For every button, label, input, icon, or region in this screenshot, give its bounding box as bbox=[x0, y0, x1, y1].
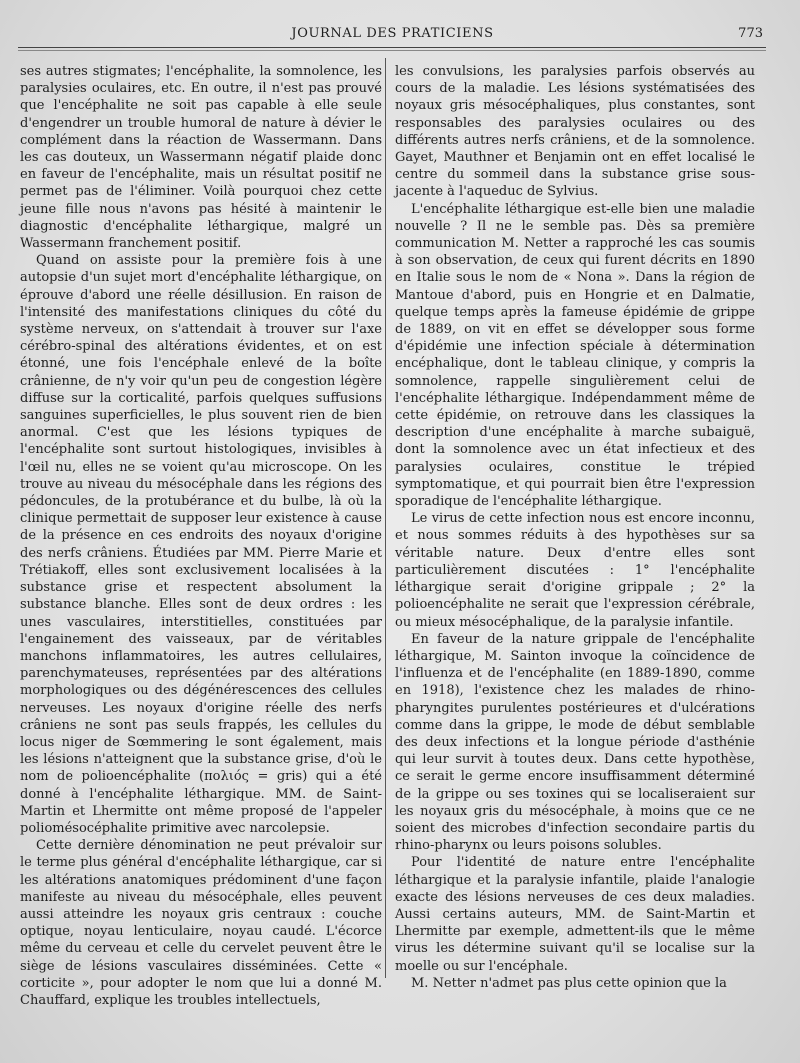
paragraph: L'encéphalite léthargique est-elle bien une maladie nouvelle ? Il ne le semble pas. Dès sa première communication M. Netter a rapproché les cas soumis à son observation, de ceux qui furent décrits en 1890 en Italie sous le nom de « Nona ». Dans la région de Mantoue d'abord, puis en Hongrie et en Dalmatie, quelque temps après la fameuse épidémie de grippe de 1889, on vit en effet se développer sous forme d'épidémie une infection spéciale à détermination encéphalique, dont le tableau clinique, y compris la somnolence, rappelle singulièrement celui de l'encéphalite léthargique. Indépendamment même de cette épidémie, on retrouve dans les classiques la description d'une encéphalite à marche subaiguë, dont la somnolence avec un état infectieux et des paralysies oculaires, constitue le trépied symptomatique, et qui pourrait bien être l'expression sporadique de l'encéphalite léthargique. bbox=[395, 201, 755, 510]
paragraph: Pour l'identité de nature entre l'encéphalite léthargique et la paralysie infantile, plaide l'analogie exacte des lésions nerveuses de ces deux maladies. Aussi certains auteurs, MM. de Saint-Martin et Lhermitte par exemple, admettent-ils que le même virus les détermine suivant qu'il se localise sur la moelle ou sur l'encéphale. bbox=[395, 855, 755, 974]
left-column bbox=[20, 63, 382, 1008]
running-title: JOURNAL DES PRATICIENS bbox=[291, 26, 494, 41]
paragraph: Quand on assiste pour la première fois à une autopsie d'un sujet mort d'encéphalite léthargique, on éprouve d'abord une réelle désillusion. En raison de l'intensité des manifestations cliniques du côté du système nerveux, on s'attendait à trouver sur l'axe cérébro-spinal des altérations évidentes, et on est étonné, une fois l'encéphale enlevé de la boîte crânienne, de n'y voir qu'un peu de congestion légère diffuse sur la corticalité, parfois quelques suffusions sanguines superficielles, le plus souvent rien de bien anormal. C'est que les lésions typiques de l'encéphalite sont surtout histologiques, invisibles à l'œil nu, elles ne se voient qu'au microscope. On les trouve au niveau du mésocéphale dans les régions des pédoncules, de la protubérance et du bulbe, là où la clinique permettait de supposer leur existence à cause de la présence en ces endroits des noyaux d'origine des nerfs crâniens. Étudiées par MM. Pierre Marie et Trétiakoff, elles sont exclusivement localisées à la substance grise et respectent absolument la substance blanche. Elles sont de deux ordres : les unes vasculaires, interstitielles, constituées par l'engainement des vaisseaux, par de véritables manchons inflammatoires, les autres cellulaires, parenchymateuses, représentées par des altérations morphologiques ou des dégénérescences des cellules nerveuses. Les noyaux d'origine réelle des nerfs crâniens ne sont pas seuls frappés, les cellules du locus niger de Sœmmering le sont également, mais les lésions n'atteignent que la substance grise, d'où le nom de polioencéphalite (πολιός = gris) qui a été donné à l'encéphalite léthargique. MM. de Saint-Martin et Lhermitte ont même proposé de l'appeler poliomésocéphalite primitive avec narcolepsie. bbox=[20, 253, 382, 836]
column-divider bbox=[385, 58, 386, 978]
paragraph: Cette dernière dénomination ne peut prévaloir sur le terme plus général d'encéphalite léthargique, car si les altérations anatomiques prédominent d'une façon manifeste au niveau du mésocéphale, elles peuvent aussi atteindre les noyaux gris centraux : couche optique, noyau lenticulaire, noyau caudé. L'écorce même du cerveau et celle du cervelet peuvent être le siège de lésions vasculaires disséminées. Cette « corticite », pour adopter le nom que lui a donné M. Chauffard, explique les troubles intellectuels, bbox=[20, 838, 382, 1008]
header-rule bbox=[18, 47, 766, 48]
paragraph: M. Netter n'admet pas plus cette opinion que la bbox=[411, 975, 727, 991]
paragraph: les convulsions, les paralysies parfois observés au cours de la maladie. Les lésions systématisées des noyaux gris mésocéphaliques, plus constantes, sont responsables des paralysies oculaires ou des différents autres nerfs crâniens, et de la somnolence. Gayet, Mauthner et Benjamin ont en effet localisé le centre du sommeil dans la substance grise sous-jacente à l'aqueduc de Sylvius. bbox=[395, 64, 755, 200]
header-rule-secondary bbox=[18, 50, 766, 51]
page-number: 773 bbox=[738, 26, 763, 41]
paragraph: ses autres stigmates; l'encéphalite, la somnolence, les paralysies oculaires, etc. En outre, il n'est pas prouvé que l'encéphalite ne soit pas capable à elle seule d'engendrer un trouble humoral de nature à dévier le complément dans la réaction de Wassermann. Dans les cas douteux, un Wassermann négatif plaide donc en faveur de l'encéphalite, mais un résultat positif ne permet pas de l'éliminer. Voilà pourquoi chez cette jeune fille nous n'avons pas hésité à maintenir le diagnostic d'encéphalite léthargique, malgré un Wassermann franchement positif. bbox=[20, 64, 382, 252]
paragraph: Le virus de cette infection nous est encore inconnu, et nous sommes réduits à des hypothèses sur sa véritable nature. Deux d'entre elles sont particulièrement discutées : 1° l'encéphalite léthargique serait d'origine grippale ; 2° la polioencéphalite ne serait que l'expression cérébrale, ou mieux mésocéphalique, de la paralysie infantile. bbox=[395, 511, 755, 630]
paragraph: En faveur de la nature grippale de l'encéphalite léthargique, M. Sainton invoque la coïncidence de l'influenza et de l'encéphalite (en 1889-1890, comme en 1918), l'existence chez les malades de rhino-pharyngites purulentes postérieures et d'ulcérations comme dans la grippe, le mode de début semblable des deux infections et la longue période d'asthénie qui leur survit à toutes deux. Dans cette hypothèse, ce serait le germe encore insuffisamment déterminé de la grippe ou ses toxines qui se localiseraient sur les noyaux gris du mésocéphale, à moins que ce ne soient des microbes d'infection secondaire partis du rhino-pharynx ou leurs poisons solubles. bbox=[395, 631, 755, 854]
page-header bbox=[20, 22, 765, 48]
right-column bbox=[395, 63, 755, 991]
